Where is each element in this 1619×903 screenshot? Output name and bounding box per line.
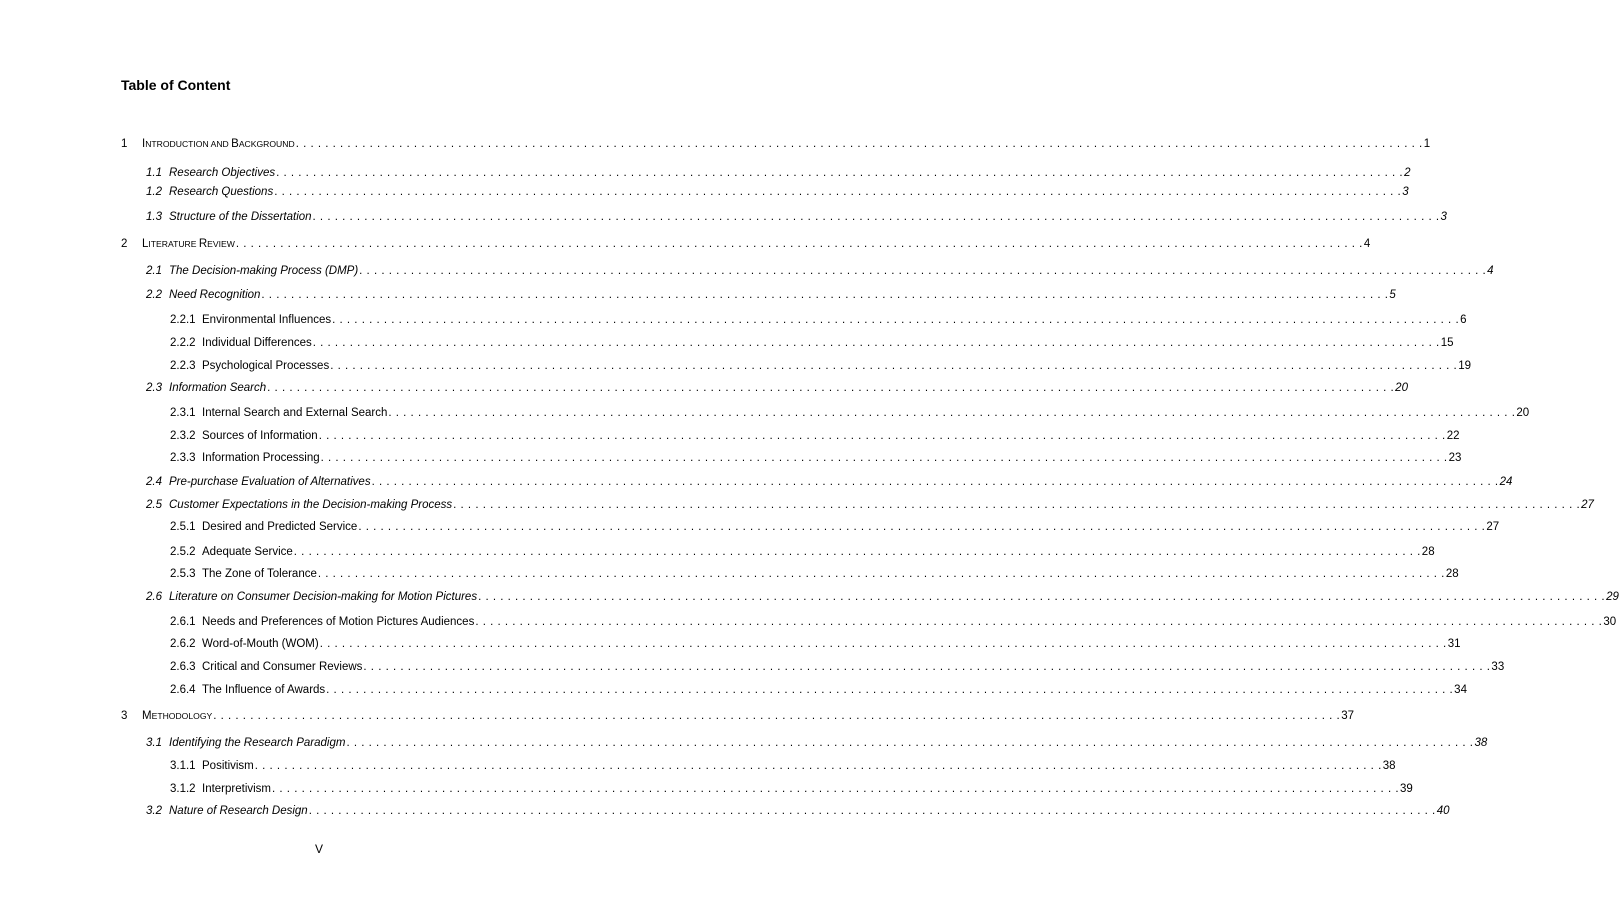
toc-entry-number: 2.2.1	[170, 314, 196, 326]
dot-leader: . . . . . . . . . . . . . . . . . . . . . . . . . . . . . . . . . . . . . . . . . . . . . . . . . . . . . . . . . . . . . . . . . . . . . . . . . . . . . . . . . . . . . . . . . . . . . . . . . . . . . . . . . . . . . . . . . . . . . . . . . . . . . . . . . . . . . . . . . . . . . . . . . . . . . . . . .	[388, 407, 1516, 419]
toc-entry-number: 3.1.2	[170, 783, 196, 795]
toc-entry-number: 1.2	[146, 186, 162, 198]
toc-entry-label-part: L	[142, 238, 149, 250]
toc-entry-line	[202, 758, 1396, 774]
toc-entry-label: Individual Differences	[202, 337, 312, 349]
toc-entry-page: 39	[1400, 783, 1413, 795]
toc-entry-page: 30	[1603, 616, 1617, 628]
toc-entry-line	[202, 450, 1462, 466]
toc-entry-line	[169, 803, 1450, 819]
toc-entry-page: 29	[1606, 591, 1619, 603]
toc-entry-label: Literature on Consumer Decision-making for Motion Pictures	[169, 591, 478, 603]
toc-entry[interactable]	[0, 636, 1461, 652]
toc-entry-label	[142, 136, 296, 152]
toc-entry[interactable]	[0, 358, 1471, 374]
dot-leader: . . . . . . . . . . . . . . . . . . . . . . . . . . . . . . . . . . . . . . . . . . . . . . . . . . . . . . . . . . . . . . . . . . . . . . . . . . . . . . . . . . . . . . . . . . . . . . . . . . . . . . . . . . . . . . . . . . . . . . . . . . . . . . . . . . . . . . . . . . . . . . . . . . . . . . . . .	[254, 760, 1382, 772]
toc-entry-number: 2.4	[146, 476, 162, 488]
dot-leader: . . . . . . . . . . . . . . . . . . . . . . . . . . . . . . . . . . . . . . . . . . . . . . . . . . . . . . . . . . . . . . . . . . . . . . . . . . . . . . . . . . . . . . . . . . . . . . . . . . . . . . . . . . . . . . . . . . . . . . . . . . . . . . . . . . . . . . . . . . . . . . . . . . . . . . . . .	[267, 382, 1395, 394]
dot-leader: . . . . . . . . . . . . . . . . . . . . . . . . . . . . . . . . . . . . . . . . . . . . . . . . . . . . . . . . . . . . . . . . . . . . . . . . . . . . . . . . . . . . . . . . . . . . . . . . . . . . . . . . . . . . . . . . . . . . . . . . . . . . . . . . . . . . . . . . . . . . . . . . . . . . . . . . .	[317, 568, 1445, 580]
toc-entry-page: 20	[1516, 407, 1530, 419]
toc-entry-number: 1	[121, 138, 128, 150]
dot-leader: . . . . . . . . . . . . . . . . . . . . . . . . . . . . . . . . . . . . . . . . . . . . . . . . . . . . . . . . . . . . . . . . . . . . . . . . . . . . . . . . . . . . . . . . . . . . . . . . . . . . . . . . . . . . . . . . . . . . . . . . . . . . . . . . . . . . . . . . . . . . . . . . . . . . . . . . .	[272, 783, 1400, 795]
toc-entry[interactable]	[0, 803, 1450, 819]
toc-entry-label: Customer Expectations in the Decision-making Process	[169, 499, 453, 511]
toc-entry-line	[169, 735, 1488, 751]
toc-entry-line	[202, 335, 1454, 351]
toc-entry-line	[142, 236, 1371, 252]
dot-leader: . . . . . . . . . . . . . . . . . . . . . . . . . . . . . . . . . . . . . . . . . . . . . . . . . . . . . . . . . . . . . . . . . . . . . . . . . . . . . . . . . . . . . . . . . . . . . . . . . . . . . . . . . . . . . . . . . . . . . . . . . . . . . . . . . . . . . . . . . . . . . . . . . . . . . . . . .	[320, 452, 1448, 464]
toc-entry-line	[202, 358, 1471, 374]
toc-entry-label-part: ACKGROUND	[238, 139, 295, 149]
toc-entry-line	[169, 184, 1409, 200]
toc-entry[interactable]	[0, 165, 1411, 181]
dot-leader: . . . . . . . . . . . . . . . . . . . . . . . . . . . . . . . . . . . . . . . . . . . . . . . . . . . . . . . . . . . . . . . . . . . . . . . . . . . . . . . . . . . . . . . . . . . . . . . . . . . . . . . . . . . . . . . . . . . . . . . . . . . . . . . . . . . . . . . . . . . . . . . . . . . . . . . . .	[332, 314, 1460, 326]
toc-entry-page: 37	[1341, 710, 1355, 722]
toc-entry-page: 3	[1440, 211, 1447, 223]
toc-entry-line	[169, 263, 1494, 279]
toc-entry-number: 2.2.3	[170, 360, 196, 372]
toc-entry-line	[169, 380, 1408, 396]
toc-entry-number: 3.1.1	[170, 760, 196, 772]
toc-entry-number: 2.6.3	[170, 661, 196, 673]
toc-entry-page: 1	[1423, 138, 1431, 150]
toc-entry-number: 1.1	[146, 167, 162, 179]
toc-entry-line	[169, 589, 1619, 605]
dot-leader: . . . . . . . . . . . . . . . . . . . . . . . . . . . . . . . . . . . . . . . . . . . . . . . . . . . . . . . . . . . . . . . . . . . . . . . . . . . . . . . . . . . . . . . . . . . . . . . . . . . . . . . . . . . . . . . . . . . . . . . . . . . . . . . . . . . . . . . . . . . . . . . . . . . . . . . . .	[295, 138, 1423, 150]
toc-entry-page: 6	[1460, 314, 1467, 326]
toc-entry-label: Need Recognition	[169, 289, 261, 301]
dot-leader: . . . . . . . . . . . . . . . . . . . . . . . . . . . . . . . . . . . . . . . . . . . . . . . . . . . . . . . . . . . . . . . . . . . . . . . . . . . . . . . . . . . . . . . . . . . . . . . . . . . . . . . . . . . . . . . . . . . . . . . . . . . . . . . . . . . . . . . . . . . . . . . . . . . . . . . . .	[346, 737, 1474, 749]
toc-entry[interactable]	[0, 136, 1431, 152]
toc-entry-page: 5	[1389, 289, 1396, 301]
toc-entry-number: 2.3	[146, 382, 162, 394]
toc-entry-label: Identifying the Research Paradigm	[169, 737, 346, 749]
toc-entry-label: Adequate Service	[202, 546, 293, 558]
dot-leader: . . . . . . . . . . . . . . . . . . . . . . . . . . . . . . . . . . . . . . . . . . . . . . . . . . . . . . . . . . . . . . . . . . . . . . . . . . . . . . . . . . . . . . . . . . . . . . . . . . . . . . . . . . . . . . . . . . . . . . . . . . . . . . . . . . . . . . . . . . . . . . . . . . . . . . . . .	[478, 591, 1606, 603]
dot-leader: . . . . . . . . . . . . . . . . . . . . . . . . . . . . . . . . . . . . . . . . . . . . . . . . . . . . . . . . . . . . . . . . . . . . . . . . . . . . . . . . . . . . . . . . . . . . . . . . . . . . . . . . . . . . . . . . . . . . . . . . . . . . . . . . . . . . . . . . . . . . . . . . . . . . . . . . .	[319, 638, 1447, 650]
toc-entry-label-part: ITERATURE	[148, 239, 199, 249]
toc-entry-number: 2.3.3	[170, 452, 196, 464]
toc-entry-page: 28	[1421, 546, 1435, 558]
toc-entry-number: 1.3	[146, 211, 162, 223]
dot-leader: . . . . . . . . . . . . . . . . . . . . . . . . . . . . . . . . . . . . . . . . . . . . . . . . . . . . . . . . . . . . . . . . . . . . . . . . . . . . . . . . . . . . . . . . . . . . . . . . . . . . . . . . . . . . . . . . . . . . . . . . . . . . . . . . . . . . . . . . . . . . . . . . . . . . . . . . .	[358, 521, 1486, 533]
toc-entry-label-part: M	[142, 710, 152, 722]
toc-entry-label: The Zone of Tolerance	[202, 568, 317, 580]
toc-entry[interactable]	[0, 474, 1513, 490]
dot-leader: . . . . . . . . . . . . . . . . . . . . . . . . . . . . . . . . . . . . . . . . . . . . . . . . . . . . . . . . . . . . . . . . . . . . . . . . . . . . . . . . . . . . . . . . . . . . . . . . . . . . . . . . . . . . . . . . . . . . . . . . . . . . . . . . . . . . . . . . . . . . . . . . . . . . . . . . .	[453, 499, 1581, 511]
toc-entry[interactable]	[0, 735, 1488, 751]
toc-entry-label: Information Processing	[202, 452, 320, 464]
toc-entry-label: Environmental Influences	[202, 314, 332, 326]
toc-entry[interactable]	[0, 287, 1396, 303]
toc-entry-line	[202, 614, 1617, 630]
toc-entry-page: 40	[1436, 805, 1450, 817]
dot-leader: . . . . . . . . . . . . . . . . . . . . . . . . . . . . . . . . . . . . . . . . . . . . . . . . . . . . . . . . . . . . . . . . . . . . . . . . . . . . . . . . . . . . . . . . . . . . . . . . . . . . . . . . . . . . . . . . . . . . . . . . . . . . . . . . . . . . . . . . . . . . . . . . . . . . . . . . .	[293, 546, 1421, 558]
toc-entry[interactable]	[0, 589, 1619, 605]
toc-entry[interactable]	[0, 781, 1413, 797]
toc-entry[interactable]	[0, 682, 1467, 698]
toc-entry-number: 2.6	[146, 591, 162, 603]
toc-entry-page: 33	[1491, 661, 1505, 673]
toc-entry[interactable]	[0, 184, 1409, 200]
toc-entry-label: Psychological Processes	[202, 360, 330, 372]
dot-leader: . . . . . . . . . . . . . . . . . . . . . . . . . . . . . . . . . . . . . . . . . . . . . . . . . . . . . . . . . . . . . . . . . . . . . . . . . . . . . . . . . . . . . . . . . . . . . . . . . . . . . . . . . . . . . . . . . . . . . . . . . . . . . . . . . . . . . . . . . . . . . . . . . . . . . . . . .	[276, 167, 1404, 179]
toc-entry-label: Structure of the Dissertation	[169, 211, 312, 223]
toc-entry-label-part: B	[231, 138, 239, 150]
toc-entry-page: 20	[1395, 382, 1408, 394]
toc-entry-line	[202, 682, 1467, 698]
toc-entry-line	[169, 474, 1513, 490]
toc-entry-page: 27	[1581, 499, 1594, 511]
toc-entry-label: Sources of Information	[202, 430, 318, 442]
toc-entry-number: 2.2	[146, 289, 162, 301]
toc-entry-label: Nature of Research Design	[169, 805, 308, 817]
toc-entry-number: 3	[121, 710, 128, 722]
page-number: V	[314, 842, 323, 856]
toc-entry-line	[142, 136, 1431, 152]
toc-entry[interactable]	[0, 544, 1435, 560]
toc-entry-page: 3	[1402, 186, 1409, 198]
toc-entry-label: Positivism	[202, 760, 254, 772]
toc-entry-number: 2.3.2	[170, 430, 196, 442]
toc-entry[interactable]	[0, 312, 1467, 328]
toc-entry-page: 38	[1474, 737, 1488, 749]
toc-entry[interactable]	[0, 236, 1371, 252]
toc-entry-label: Internal Search and External Search	[202, 407, 388, 419]
toc-entry-label: Interpretivism	[202, 783, 272, 795]
dot-leader: . . . . . . . . . . . . . . . . . . . . . . . . . . . . . . . . . . . . . . . . . . . . . . . . . . . . . . . . . . . . . . . . . . . . . . . . . . . . . . . . . . . . . . . . . . . . . . . . . . . . . . . . . . . . . . . . . . . . . . . . . . . . . . . . . . . . . . . . . . . . . . . . . . . . . . . . .	[371, 476, 1499, 488]
toc-entry-number: 3.2	[146, 805, 162, 817]
toc-entry-line	[202, 566, 1459, 582]
toc-entry-number: 2.5.1	[170, 521, 196, 533]
toc-entry[interactable]	[0, 428, 1460, 444]
toc-entry-label: Needs and Preferences of Motion Pictures Audiences	[202, 616, 475, 628]
toc-entry[interactable]	[0, 659, 1505, 675]
toc-entry[interactable]	[0, 450, 1462, 466]
toc-title: Table of Content	[121, 77, 231, 93]
toc-entry-page: 2	[1404, 167, 1411, 179]
toc-entry-number: 2.5.2	[170, 546, 196, 558]
toc-entry-line	[169, 287, 1396, 303]
toc-entry[interactable]	[0, 263, 1494, 279]
toc-entry-line	[169, 165, 1411, 181]
toc-entry-line	[202, 636, 1461, 652]
toc-entry-label: Desired and Predicted Service	[202, 521, 358, 533]
toc-entry[interactable]	[0, 708, 1355, 724]
toc-entry-label-part: NTRODUCTION AND	[145, 139, 232, 149]
toc-entry-label: The Influence of Awards	[202, 684, 326, 696]
toc-entry-page: 4	[1363, 238, 1371, 250]
toc-entry-page: 38	[1382, 760, 1396, 772]
dot-leader: . . . . . . . . . . . . . . . . . . . . . . . . . . . . . . . . . . . . . . . . . . . . . . . . . . . . . . . . . . . . . . . . . . . . . . . . . . . . . . . . . . . . . . . . . . . . . . . . . . . . . . . . . . . . . . . . . . . . . . . . . . . . . . . . . . . . . . . . . . . . . . . . . . . . . . . . .	[363, 661, 1491, 673]
toc-entry-page: 31	[1447, 638, 1461, 650]
toc-entry[interactable]	[0, 519, 1500, 535]
toc-entry-number: 2.1	[146, 265, 162, 277]
dot-leader: . . . . . . . . . . . . . . . . . . . . . . . . . . . . . . . . . . . . . . . . . . . . . . . . . . . . . . . . . . . . . . . . . . . . . . . . . . . . . . . . . . . . . . . . . . . . . . . . . . . . . . . . . . . . . . . . . . . . . . . . . . . . . . . . . . . . . . . . . . . . . . . . . . . . . . . . .	[312, 211, 1440, 223]
dot-leader: . . . . . . . . . . . . . . . . . . . . . . . . . . . . . . . . . . . . . . . . . . . . . . . . . . . . . . . . . . . . . . . . . . . . . . . . . . . . . . . . . . . . . . . . . . . . . . . . . . . . . . . . . . . . . . . . . . . . . . . . . . . . . . . . . . . . . . . . . . . . . . . . . . . . . . . . .	[213, 710, 1341, 722]
toc-entry[interactable]	[0, 614, 1617, 630]
toc-entry-line	[202, 405, 1530, 421]
toc-entry-number: 2	[121, 238, 128, 250]
dot-leader: . . . . . . . . . . . . . . . . . . . . . . . . . . . . . . . . . . . . . . . . . . . . . . . . . . . . . . . . . . . . . . . . . . . . . . . . . . . . . . . . . . . . . . . . . . . . . . . . . . . . . . . . . . . . . . . . . . . . . . . . . . . . . . . . . . . . . . . . . . . . . . . . . . . . . . . . .	[330, 360, 1458, 372]
toc-entry-page: 34	[1454, 684, 1467, 696]
dot-leader: . . . . . . . . . . . . . . . . . . . . . . . . . . . . . . . . . . . . . . . . . . . . . . . . . . . . . . . . . . . . . . . . . . . . . . . . . . . . . . . . . . . . . . . . . . . . . . . . . . . . . . . . . . . . . . . . . . . . . . . . . . . . . . . . . . . . . . . . . . . . . . . . . . . . . . . . .	[318, 430, 1446, 442]
toc-entry-label-part: EVIEW	[207, 239, 235, 249]
toc-entry[interactable]	[0, 566, 1459, 582]
toc-entry-number: 2.5.3	[170, 568, 196, 580]
toc-entry-page: 27	[1486, 521, 1500, 533]
toc-entry-line	[202, 544, 1435, 560]
toc-entry-line	[169, 497, 1594, 513]
toc-entry-number: 2.6.4	[170, 684, 196, 696]
toc-entry-number: 2.3.1	[170, 407, 196, 419]
toc-entry[interactable]	[0, 380, 1408, 396]
toc-entry-line	[202, 519, 1500, 535]
toc-entry[interactable]	[0, 209, 1447, 225]
toc-entry-page: 15	[1440, 337, 1454, 349]
toc-entry-line	[202, 428, 1460, 444]
toc-entry-label: Pre-purchase Evaluation of Alternatives	[169, 476, 371, 488]
toc-entry-page: 4	[1487, 265, 1494, 277]
toc-entry-label: Research Questions	[169, 186, 274, 198]
toc-entry-page: 24	[1499, 476, 1513, 488]
dot-leader: . . . . . . . . . . . . . . . . . . . . . . . . . . . . . . . . . . . . . . . . . . . . . . . . . . . . . . . . . . . . . . . . . . . . . . . . . . . . . . . . . . . . . . . . . . . . . . . . . . . . . . . . . . . . . . . . . . . . . . . . . . . . . . . . . . . . . . . . . . . . . . . . . . . . . . . . .	[308, 805, 1436, 817]
toc-entry-number: 2.6.2	[170, 638, 196, 650]
toc-entry-label-part: I	[142, 138, 146, 150]
toc-entry[interactable]	[0, 758, 1396, 774]
dot-leader: . . . . . . . . . . . . . . . . . . . . . . . . . . . . . . . . . . . . . . . . . . . . . . . . . . . . . . . . . . . . . . . . . . . . . . . . . . . . . . . . . . . . . . . . . . . . . . . . . . . . . . . . . . . . . . . . . . . . . . . . . . . . . . . . . . . . . . . . . . . . . . . . . . . . . . . . .	[475, 616, 1603, 628]
toc-entry-line	[202, 781, 1413, 797]
toc-entry-label	[142, 708, 213, 724]
toc-entry-line	[169, 209, 1447, 225]
toc-entry-page: 28	[1445, 568, 1459, 580]
dot-leader: . . . . . . . . . . . . . . . . . . . . . . . . . . . . . . . . . . . . . . . . . . . . . . . . . . . . . . . . . . . . . . . . . . . . . . . . . . . . . . . . . . . . . . . . . . . . . . . . . . . . . . . . . . . . . . . . . . . . . . . . . . . . . . . . . . . . . . . . . . . . . . . . . . . . . . . . .	[326, 684, 1454, 696]
dot-leader: . . . . . . . . . . . . . . . . . . . . . . . . . . . . . . . . . . . . . . . . . . . . . . . . . . . . . . . . . . . . . . . . . . . . . . . . . . . . . . . . . . . . . . . . . . . . . . . . . . . . . . . . . . . . . . . . . . . . . . . . . . . . . . . . . . . . . . . . . . . . . . . . . . . . . . . . .	[359, 265, 1487, 277]
toc-entry-line	[202, 312, 1467, 328]
toc-entry-label: Critical and Consumer Reviews	[202, 661, 363, 673]
toc-entry-page: 22	[1446, 430, 1460, 442]
toc-entry-label: Research Objectives	[169, 167, 276, 179]
toc-entry-label: Information Search	[169, 382, 267, 394]
dot-leader: . . . . . . . . . . . . . . . . . . . . . . . . . . . . . . . . . . . . . . . . . . . . . . . . . . . . . . . . . . . . . . . . . . . . . . . . . . . . . . . . . . . . . . . . . . . . . . . . . . . . . . . . . . . . . . . . . . . . . . . . . . . . . . . . . . . . . . . . . . . . . . . . . . . . . . . . .	[274, 186, 1402, 198]
toc-entry-number: 2.5	[146, 499, 162, 511]
toc-entry-label: The Decision-making Process (DMP)	[169, 265, 359, 277]
toc-entry-page: 19	[1458, 360, 1471, 372]
toc-entry-number: 3.1	[146, 737, 162, 749]
toc-entry-label	[142, 236, 236, 252]
toc-entry-page: 23	[1448, 452, 1462, 464]
toc-entry-label: Word-of-Mouth (WOM)	[202, 638, 319, 650]
toc-entry-label-part: R	[198, 238, 208, 250]
dot-leader: . . . . . . . . . . . . . . . . . . . . . . . . . . . . . . . . . . . . . . . . . . . . . . . . . . . . . . . . . . . . . . . . . . . . . . . . . . . . . . . . . . . . . . . . . . . . . . . . . . . . . . . . . . . . . . . . . . . . . . . . . . . . . . . . . . . . . . . . . . . . . . . . . . . . . . . . .	[261, 289, 1389, 301]
toc-entry[interactable]	[0, 497, 1594, 513]
toc-entry-number: 2.6.1	[170, 616, 196, 628]
toc-entry-label-part: ETHODOLOGY	[151, 711, 213, 721]
toc-entry-number: 2.2.2	[170, 337, 196, 349]
toc-entry-line	[142, 708, 1355, 724]
dot-leader: . . . . . . . . . . . . . . . . . . . . . . . . . . . . . . . . . . . . . . . . . . . . . . . . . . . . . . . . . . . . . . . . . . . . . . . . . . . . . . . . . . . . . . . . . . . . . . . . . . . . . . . . . . . . . . . . . . . . . . . . . . . . . . . . . . . . . . . . . . . . . . . . . . . . . . . . .	[312, 337, 1440, 349]
toc-entry-line	[202, 659, 1505, 675]
dot-leader: . . . . . . . . . . . . . . . . . . . . . . . . . . . . . . . . . . . . . . . . . . . . . . . . . . . . . . . . . . . . . . . . . . . . . . . . . . . . . . . . . . . . . . . . . . . . . . . . . . . . . . . . . . . . . . . . . . . . . . . . . . . . . . . . . . . . . . . . . . . . . . . . . . . . . . . . .	[235, 238, 1363, 250]
toc-entry[interactable]	[0, 405, 1530, 421]
toc-entry[interactable]	[0, 335, 1454, 351]
